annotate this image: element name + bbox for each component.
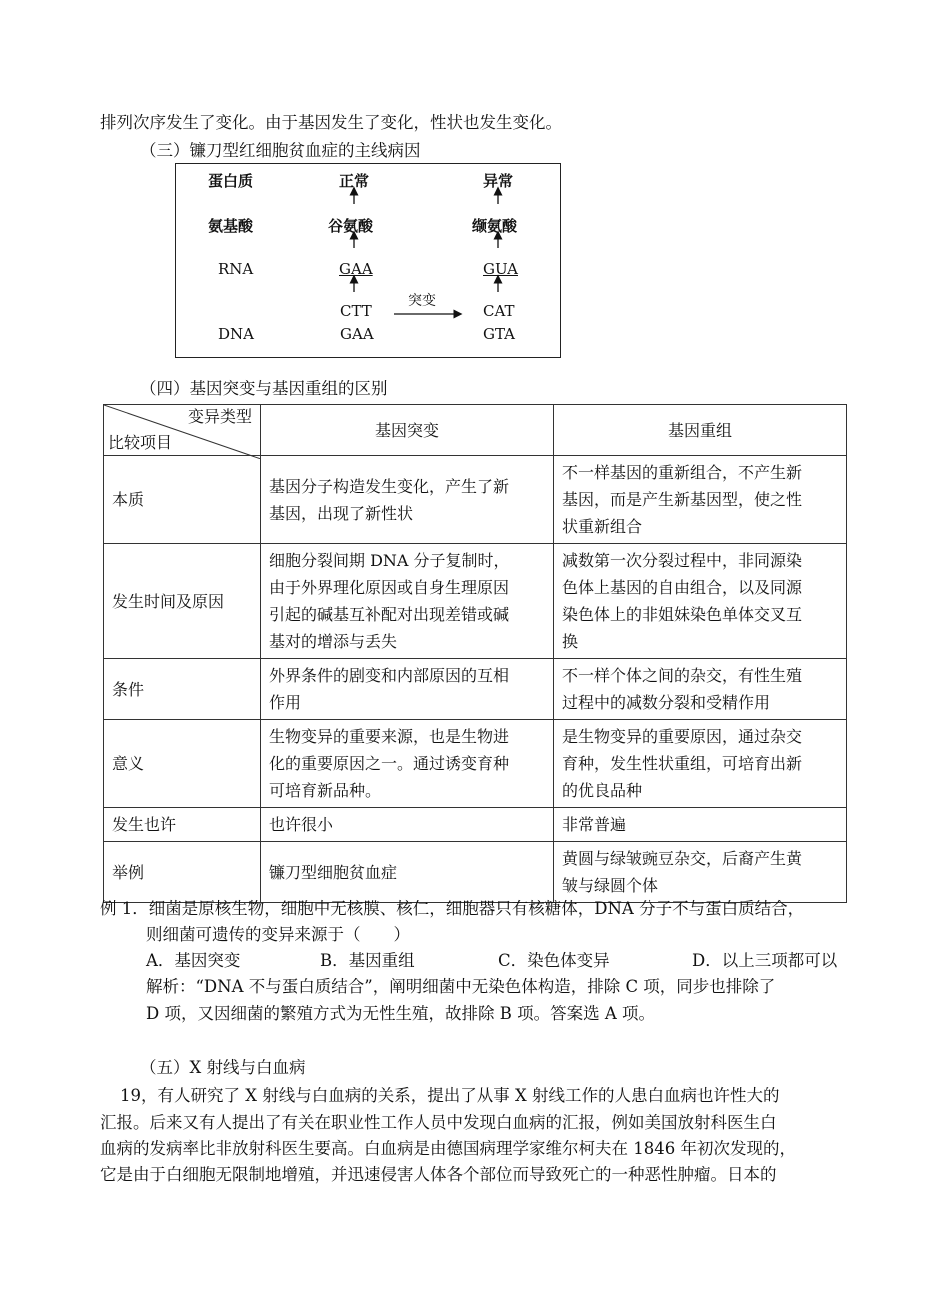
- cell-line: 育种，发生性状重组，可培育出新: [562, 754, 803, 773]
- table-corner-cell: [104, 405, 261, 456]
- cell-mutation: [261, 842, 554, 903]
- table-row: [104, 456, 847, 544]
- cell-line: 皱与绿圆个体: [562, 876, 659, 895]
- label-dna: DNA: [218, 325, 254, 343]
- cell-recombination: [554, 659, 847, 720]
- corner-top-label: 变异类型: [187, 407, 252, 426]
- cell-line: 黄圆与绿皱豌豆杂交，后裔产生黄: [562, 849, 803, 868]
- table-body: [104, 456, 847, 903]
- cell-line: 作用: [269, 693, 302, 712]
- row-label: 发生时间及原因: [104, 544, 261, 659]
- row-label: 意义: [104, 720, 261, 808]
- paragraph-line-4: 它是由于白细胞无限制地增殖，并迅速侵害人体各个部位而导致死亡的一种恶性肿瘤。日本的: [100, 1165, 777, 1184]
- label-protein: 蛋白质: [208, 172, 254, 190]
- cell-line: 是生物变异的重要原因，通过杂交: [562, 727, 803, 746]
- table-header-row: [104, 405, 847, 456]
- section3-title: （三）镰刀型红细胞贫血症的主线病因: [140, 141, 421, 160]
- normal-dna-top: CTT: [340, 302, 372, 320]
- cell-mutation: [261, 544, 554, 659]
- cell-line: 状重新组合: [562, 517, 643, 536]
- row-label: 条件: [104, 659, 261, 720]
- cell-mutation: [261, 720, 554, 808]
- cell-line: 由于外界理化原因或自身生理原因: [269, 578, 510, 597]
- table-row: [104, 808, 847, 842]
- cell-line: 基因，出现了新性状: [269, 503, 414, 523]
- example-line2: 则细菌可遗传的变异来源于（ ）: [146, 925, 410, 944]
- cell-line: 也许很小: [269, 815, 334, 834]
- cell-recombination: [554, 720, 847, 808]
- abnormal-amino-acid: 缬氨酸: [472, 217, 518, 235]
- cell-line: 细胞分裂间期 DNA 分子复制时，: [269, 551, 510, 570]
- paragraph-line-2: 汇报。后来又有人提出了有关在职业性工作人员中发现白血病的汇报，例如美国放射科医生白: [100, 1113, 777, 1132]
- cell-mutation: [261, 456, 554, 544]
- row-label: 本质: [104, 456, 261, 544]
- cell-line: 不一样个体之间的杂交，有性生殖: [562, 666, 803, 685]
- normal-amino-acid: 谷氨酸: [328, 217, 374, 235]
- example-line1: 例 1．细菌是原核生物，细胞中无核膜、核仁，细胞器只有核糖体，DNA 分子不与蛋白质结合，: [100, 899, 805, 918]
- col-header-recombination: 基因重组: [554, 405, 847, 456]
- abnormal-rna: GUA: [483, 260, 518, 278]
- cell-recombination: [554, 456, 847, 544]
- cell-recombination: [554, 842, 847, 903]
- normal-dna-bottom: GAA: [340, 325, 374, 343]
- table-row: [104, 544, 847, 659]
- cell-line: 染色体上的非姐妹染色单体交叉互: [562, 605, 803, 624]
- abnormal-dna-top: CAT: [483, 302, 515, 320]
- table-row: [104, 659, 847, 720]
- intro-line: 排列次序发生了变化。由于基因发生了变化，性状也发生变化。: [100, 113, 562, 132]
- option-c: C．染色体变异: [498, 951, 610, 970]
- option-a: A．基因突变: [146, 951, 241, 970]
- corner-bottom-label: 比较项目: [108, 433, 173, 452]
- cell-line: 基因，而是产生新基因型，使之性: [562, 490, 803, 509]
- paragraph-line-1: 19，有人研究了 X 射线与白血病的关系，提出了从事 X 射线工作的人患白血病也许性大的: [120, 1086, 780, 1105]
- cell-line: 外界条件的剧变和内部原因的互相: [269, 666, 510, 685]
- row-label: 举例: [104, 842, 261, 903]
- normal-rna: GAA: [339, 260, 373, 278]
- cell-line: 引起的碱基互补配对出现差错或碱: [269, 605, 510, 624]
- cell-line: 生物变异的重要来源，也是生物进: [269, 727, 510, 746]
- cell-mutation: [261, 808, 554, 842]
- cell-line: 化的重要原因之一。通过诱变育种: [269, 754, 510, 773]
- cell-line: 镰刀型细胞贫血症: [269, 862, 398, 882]
- cell-line: 的优良品种: [562, 781, 643, 800]
- cell-line: 换: [562, 632, 579, 651]
- cell-mutation: [261, 659, 554, 720]
- section4-title: （四）基因突变与基因重组的区别: [140, 379, 388, 398]
- cell-line: 色体上基因的自由组合，以及同源: [562, 578, 803, 597]
- option-b: B．基因重组: [320, 951, 415, 970]
- cell-line: 可培育新品种。: [269, 781, 382, 800]
- sickle-cell-diagram: [175, 163, 561, 358]
- label-amino-acid: 氨基酸: [208, 217, 254, 235]
- cell-recombination: [554, 544, 847, 659]
- cell-line: 非常普遍: [562, 815, 627, 834]
- col-header-mutation: 基因突变: [261, 405, 554, 456]
- cell-line: 基对的增添与丢失: [269, 632, 398, 651]
- label-rna: RNA: [218, 260, 254, 278]
- row-label: 发生也许: [104, 808, 261, 842]
- section5-title: （五）X 射线与白血病: [140, 1058, 306, 1077]
- cell-line: 基因分子构造发生变化，产生了新: [269, 476, 510, 496]
- mutation-label: 突变: [408, 293, 436, 309]
- comparison-table: [103, 404, 847, 903]
- analysis-line1: 解析：“DNA 不与蛋白质结合”，阐明细菌中无染色体构造，排除 C 项，同步也排除了: [146, 977, 776, 996]
- cell-line: 过程中的减数分裂和受精作用: [562, 693, 771, 712]
- abnormal-dna-bottom: GTA: [483, 325, 515, 343]
- paragraph-line-3: 血病的发病率比非放射科医生要高。白血病是由德国病理学家维尔柯夫在 1846 年初次发现的，: [100, 1139, 796, 1158]
- cell-line: 减数第一次分裂过程中，非同源染: [562, 551, 803, 570]
- normal-protein: 正常: [339, 172, 370, 190]
- table-row: [104, 720, 847, 808]
- cell-recombination: [554, 808, 847, 842]
- analysis-line2: D 项，又因细菌的繁殖方式为无性生殖，故排除 B 项。答案选 A 项。: [146, 1004, 655, 1023]
- cell-line: 不一样基因的重新组合，不产生新: [562, 463, 803, 482]
- table-row: [104, 842, 847, 903]
- abnormal-protein: 异常: [483, 172, 514, 190]
- option-d: D．以上三项都可以: [692, 951, 838, 970]
